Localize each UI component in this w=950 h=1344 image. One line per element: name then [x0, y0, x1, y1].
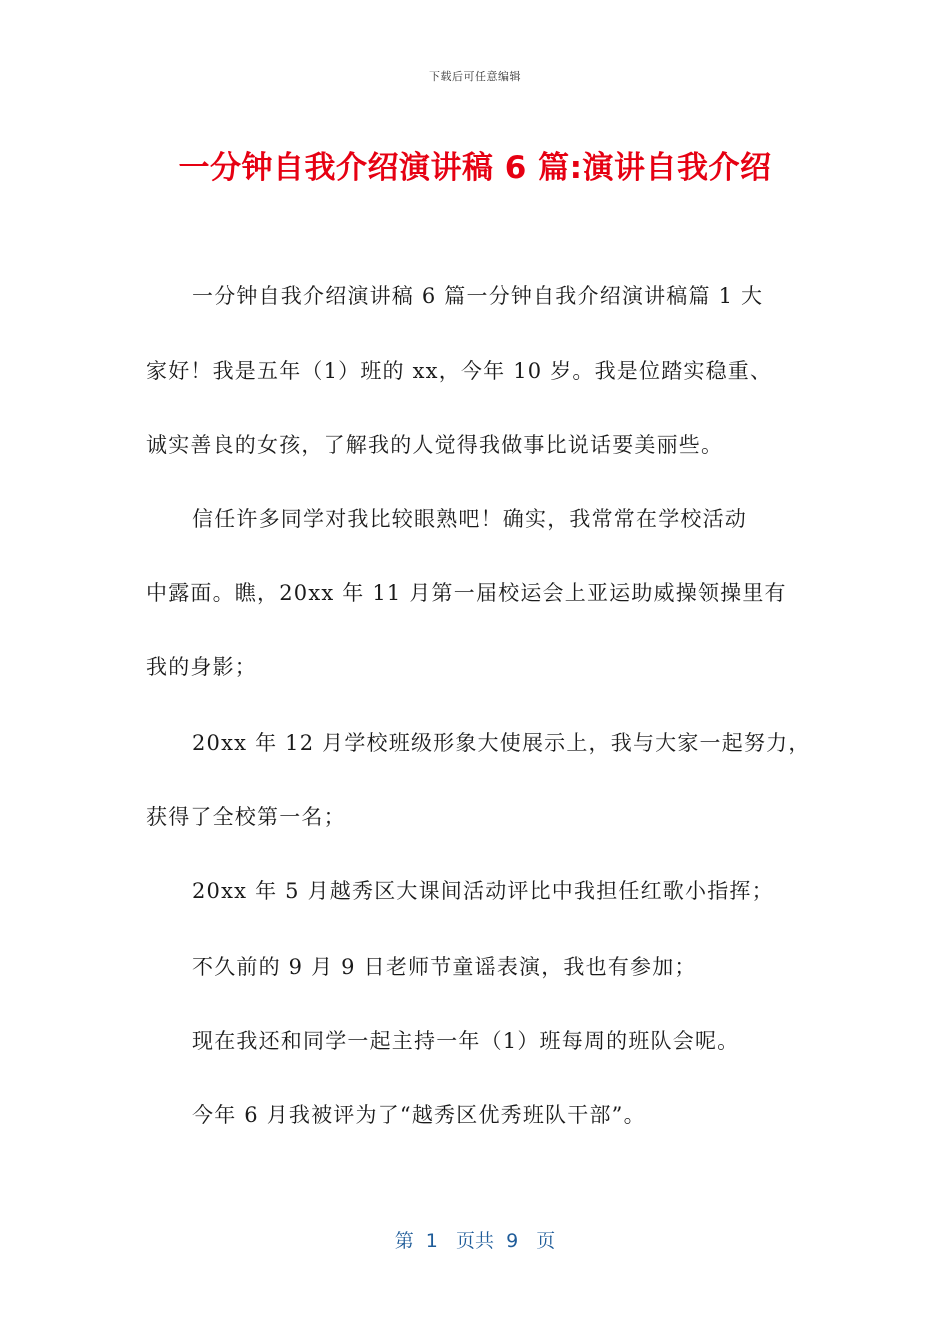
document-title: 一分钟自我介绍演讲稿 6 篇:演讲自我介绍 [178, 150, 772, 186]
paragraph-line: 获得了全校第一名； [146, 805, 346, 829]
paragraph-line: 诚实善良的女孩，了解我的人觉得我做事比说话要美丽些。 [146, 433, 724, 457]
paragraph-line: 一分钟自我介绍演讲稿 6 篇一分钟自我介绍演讲稿篇 1 大 [192, 284, 764, 308]
paragraph-line: 我的身影； [146, 655, 257, 679]
paragraph-line: 今年 6 月我被评为了“越秀区优秀班队干部”。 [192, 1103, 646, 1127]
paragraph-line: 家好！我是五年（1）班的 xx，今年 10 岁。我是位踏实稳重、 [146, 359, 773, 383]
paragraph-line: 信任许多同学对我比较眼熟吧！确实，我常常在学校活动 [192, 507, 747, 531]
paragraph-line: 现在我还和同学一起主持一年（1）班每周的班队会呢。 [192, 1029, 740, 1053]
paragraph-line: 20xx 年 5 月越秀区大课间活动评比中我担任红歌小指挥； [192, 879, 774, 903]
page-footer: 第 1 页共 9 页 [394, 1230, 556, 1252]
paragraph-line: 中露面。瞧，20xx 年 11 月第一届校运会上亚运助威操领操里有 [146, 581, 787, 605]
paragraph-line: 20xx 年 12 月学校班级形象大使展示上，我与大家一起努力， [192, 731, 811, 755]
paragraph-line: 不久前的 9 月 9 日老师节童谣表演，我也有参加； [192, 955, 697, 979]
header-note: 下载后可任意编辑 [429, 70, 521, 83]
